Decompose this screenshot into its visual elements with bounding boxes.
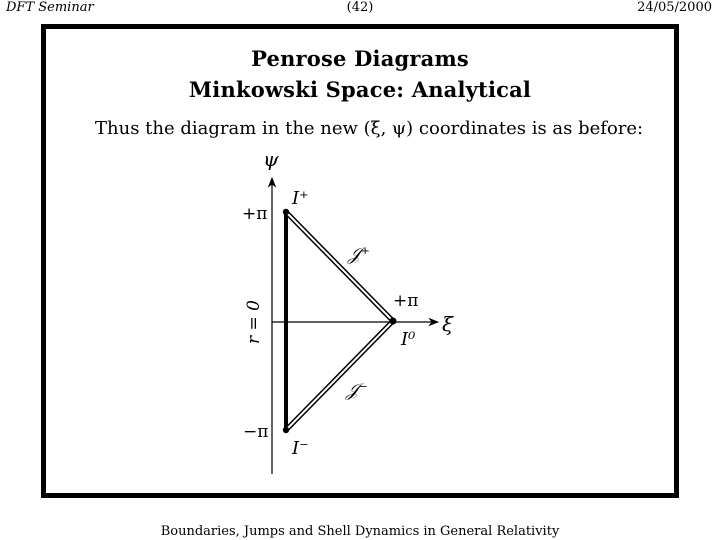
past-null-infinity-line <box>286 321 393 430</box>
psi-axis-label: ψ <box>263 147 279 171</box>
future-timelike-point <box>283 209 289 215</box>
past-timelike-point <box>283 427 289 433</box>
future-null-infinity-line <box>286 212 393 321</box>
intro-text: Thus the diagram in the new (ξ, ψ) coordinates is as before: <box>95 118 644 139</box>
future-null-infinity-label: 𝒥⁺ <box>348 244 370 265</box>
tick-label-right: +π <box>393 291 419 311</box>
future-timelike-label: I⁺ <box>292 188 309 209</box>
header-seminar-name: DFT Seminar <box>6 0 94 15</box>
past-null-infinity-label: 𝒥⁻ <box>346 380 368 401</box>
boundary-label: r = 0 <box>244 300 264 344</box>
slide-subtitle: Minkowski Space: Analytical <box>188 77 532 102</box>
tick-label-bottom: −π <box>243 422 269 442</box>
footer-talk-title: Boundaries, Jumps and Shell Dynamics in General Relativity <box>160 524 560 539</box>
slide-title: Penrose Diagrams <box>251 46 469 71</box>
past-timelike-label: I⁻ <box>292 438 309 459</box>
header-date: 24/05/2000 <box>637 0 712 15</box>
spatial-infinity-point <box>390 318 397 325</box>
xi-axis-label: ξ <box>442 312 454 336</box>
spatial-infinity-label: I⁰ <box>401 329 416 350</box>
header-page-number: (42) <box>346 0 374 15</box>
tick-label-top: +π <box>242 204 268 224</box>
